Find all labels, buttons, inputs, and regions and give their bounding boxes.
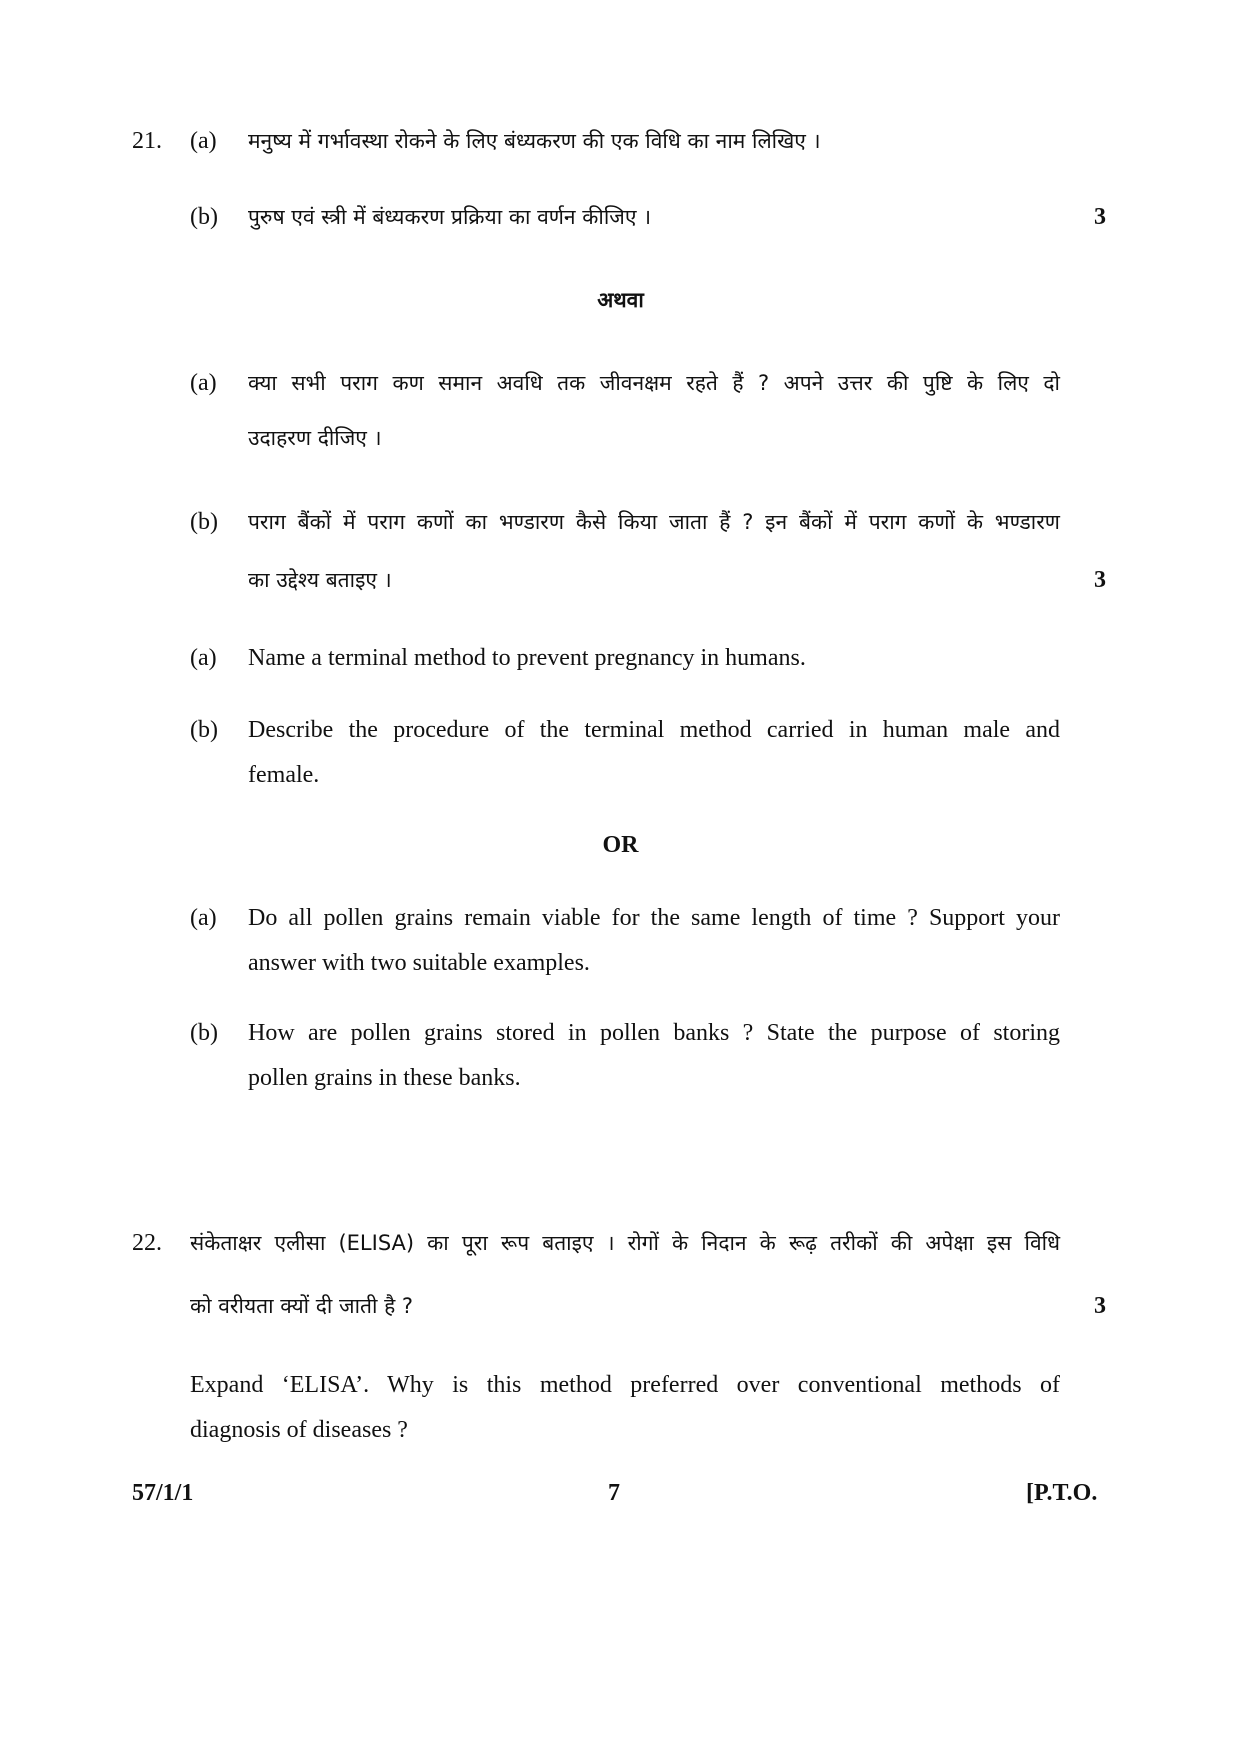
- q21-english-or-a-line2: answer with two suitable examples.: [248, 950, 590, 976]
- question-22-number: 22.: [132, 1230, 162, 1256]
- footer-paper-code: 57/1/1: [132, 1480, 194, 1506]
- q21-hindi-or-a-line2: उदाहरण दीजिए ।: [248, 426, 382, 450]
- q21-english-or-a-label: (a): [190, 905, 217, 931]
- q21-hindi-or-b-label: (b): [190, 509, 218, 535]
- q21-or-marks: 3: [1094, 567, 1106, 593]
- q21-hindi-or-heading: अथवा: [597, 288, 644, 312]
- q21-hindi-or-b-line2: का उद्देश्य बताइए ।: [248, 568, 392, 592]
- q21-hindi-or-a-line1: क्या सभी पराग कण समान अवधि तक जीवनक्षम रहते हैं ? अपने उत्तर की पुष्टि के लिए दो: [248, 371, 1060, 395]
- q21-english-or-b-label: (b): [190, 1020, 218, 1046]
- q21-english-or-a-line1: Do all pollen grains remain viable for the same length of time ? Support your: [248, 905, 1060, 931]
- q21-english-or-heading: OR: [602, 832, 639, 858]
- question-21-number: 21.: [132, 128, 162, 154]
- q21-english-b-label: (b): [190, 717, 218, 743]
- q21-english-or-b-line1: How are pollen grains stored in pollen banks ? State the purpose of storing: [248, 1020, 1060, 1046]
- q21-hindi-a-text: मनुष्य में गर्भावस्था रोकने के लिए बंध्यकरण की एक विधि का नाम लिखिए ।: [248, 129, 821, 153]
- q22-marks: 3: [1094, 1293, 1106, 1319]
- q22-english-line1: Expand ‘ELISA’. Why is this method preferred over conventional methods of: [190, 1372, 1060, 1398]
- footer-pto: [P.T.O.: [1026, 1480, 1098, 1506]
- q21-hindi-or-a-label: (a): [190, 370, 217, 396]
- q21-hindi-b-label: (b): [190, 204, 218, 230]
- footer-page-number: 7: [608, 1480, 620, 1506]
- q22-english-line2: diagnosis of diseases ?: [190, 1417, 408, 1443]
- q21-english-a-label: (a): [190, 645, 217, 671]
- q21-english-b-line2: female.: [248, 762, 320, 788]
- q21-hindi-a-label: (a): [190, 128, 217, 154]
- q21-english-or-b-line2: pollen grains in these banks.: [248, 1065, 521, 1091]
- q22-hindi-line2: को वरीयता क्यों दी जाती है ?: [190, 1294, 414, 1318]
- q21-hindi-b-text: पुरुष एवं स्त्री में बंध्यकरण प्रक्रिया का वर्णन कीजिए ।: [248, 205, 652, 229]
- q21-english-a-text: Name a terminal method to prevent pregnancy in humans.: [248, 645, 806, 671]
- q22-hindi-line1: संकेताक्षर एलीसा (ELISA) का पूरा रूप बताइए । रोगों के निदान के रूढ़ तरीकों की अपेक्षा इस विधि: [190, 1231, 1060, 1255]
- q21-hindi-or-b-line1: पराग बैंकों में पराग कणों का भण्डारण कैसे किया जाता हैं ? इन बैंकों में पराग कणों के भण्डारण: [248, 510, 1060, 534]
- q21-english-b-line1: Describe the procedure of the terminal method carried in human male and: [248, 717, 1060, 743]
- q21-marks: 3: [1094, 204, 1106, 230]
